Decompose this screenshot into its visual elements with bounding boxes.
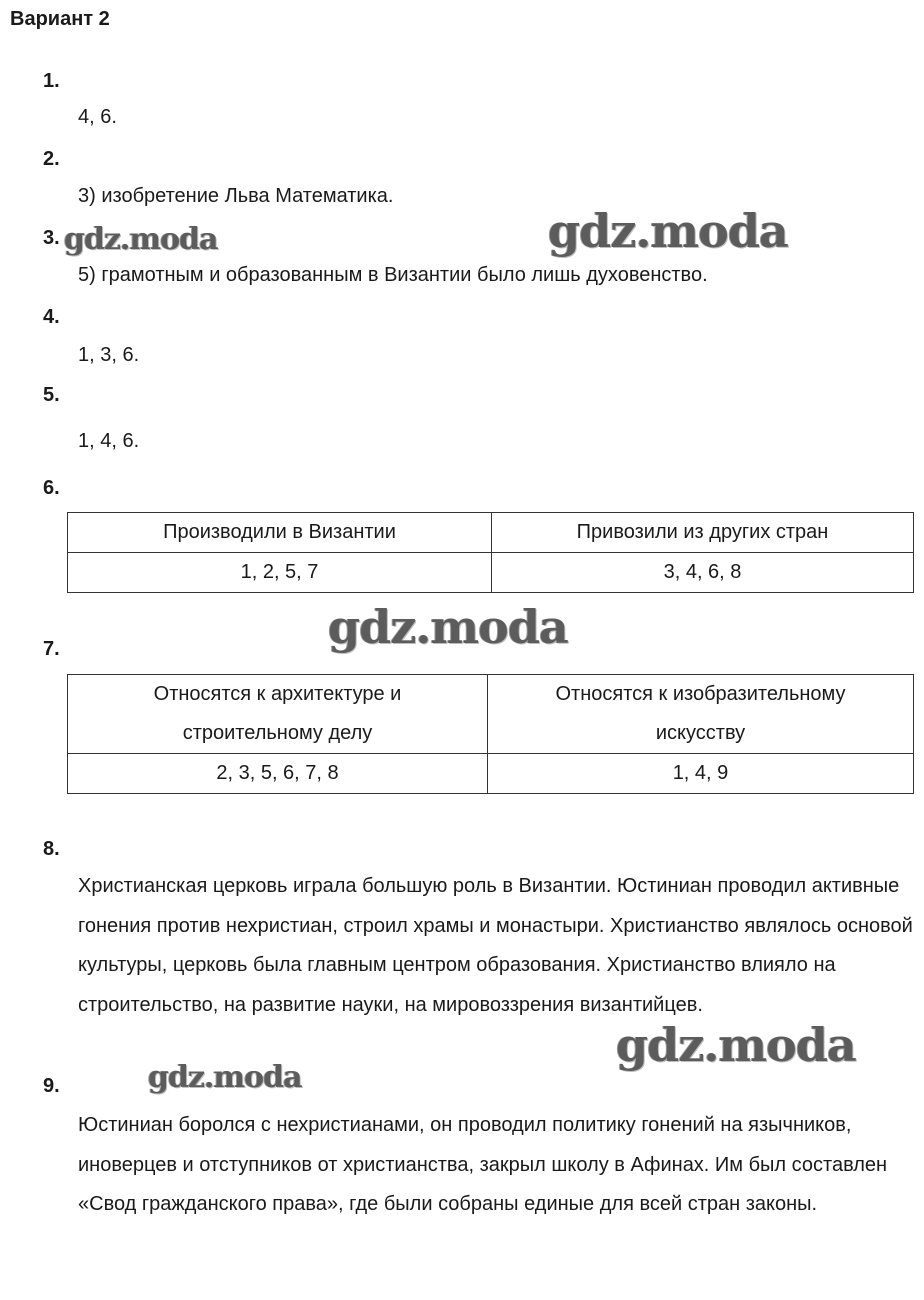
task-4-answer: 1, 3, 6. xyxy=(78,344,140,366)
task-3-number: 3. xyxy=(43,227,60,249)
table-header-line: Относятся к изобразительному xyxy=(555,683,846,705)
table-header-cell: Привозили из других стран xyxy=(492,513,914,553)
table-row xyxy=(68,553,914,593)
watermark-logo: gdz.moda xyxy=(616,1018,856,1072)
watermark-logo: gdz.moda xyxy=(64,222,218,257)
table-cell: 1, 4, 9 xyxy=(488,754,914,794)
task-6-table xyxy=(67,512,914,593)
watermark-logo: gdz.moda xyxy=(328,600,568,654)
table-row xyxy=(68,513,914,553)
task-5-number: 5. xyxy=(43,384,60,406)
task-8-number: 8. xyxy=(43,838,60,860)
table-header-cell xyxy=(68,675,488,754)
table-cell: 2, 3, 5, 6, 7, 8 xyxy=(68,754,488,794)
task-7-number: 7. xyxy=(43,638,60,660)
task-2-number: 2. xyxy=(43,148,60,170)
table-header-cell: Производили в Византии xyxy=(68,513,492,553)
table-header-line: строительному делу xyxy=(182,722,373,744)
task-3-answer: 5) грамотным и образованным в Византии было лишь духовенство. xyxy=(78,264,708,286)
task-9-number: 9. xyxy=(43,1075,60,1097)
table-header-cell xyxy=(488,675,914,754)
table-cell: 1, 2, 5, 7 xyxy=(68,553,492,593)
watermark-logo: gdz.moda xyxy=(148,1060,302,1095)
task-9-answer: Юстиниан боролся с нехристианами, он проводил политику гонений на язычников, иноверцев и отступников от христианства, закрыл школу в Афинах. Им был составлен «Свод гражданского права», где были собраны единые для всей стран законы. xyxy=(78,1114,888,1216)
watermark-logo: gdz.moda xyxy=(548,204,788,258)
task-1-number: 1. xyxy=(43,70,60,92)
task-2-answer: 3) изобретение Льва Математика. xyxy=(78,185,394,207)
table-row xyxy=(68,675,914,754)
table-row xyxy=(68,754,914,794)
task-8-answer: Христианская церковь играла большую роль в Византии. Юстиниан проводил активные гонения против нехристиан, строил храмы и монастыри. Христианство являлось основой культуры, церковь была главным центром образования. Христианство влияло на строительство, на развитие науки, на мировоззрения византийцев. xyxy=(78,875,913,1016)
table-header-line: Относятся к архитектуре и xyxy=(153,683,402,705)
task-7-table xyxy=(67,674,914,794)
task-5-answer: 1, 4, 6. xyxy=(78,430,140,452)
table-header-line: искусству xyxy=(655,722,746,744)
task-6-number: 6. xyxy=(43,477,60,499)
task-1-answer: 4, 6. xyxy=(78,106,117,128)
page-title: Вариант 2 xyxy=(10,8,110,30)
task-4-number: 4. xyxy=(43,306,60,328)
table-cell: 3, 4, 6, 8 xyxy=(492,553,914,593)
